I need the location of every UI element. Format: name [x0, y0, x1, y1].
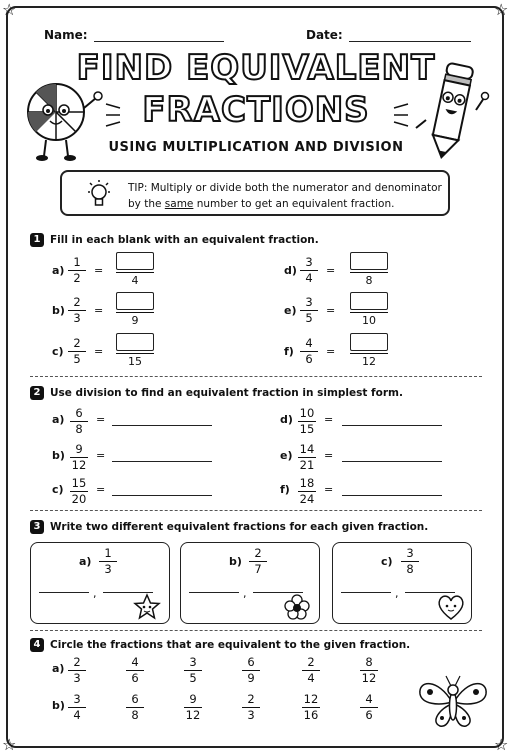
section-instruction: Write two different equivalent fractions for each given fraction. [50, 521, 429, 533]
numerator: 9 [189, 692, 197, 706]
section-number-badge: 1 [30, 233, 44, 247]
equivalent-fraction-card [332, 542, 472, 624]
given-fraction [296, 477, 318, 506]
numerator: 2 [247, 692, 255, 706]
denominator: 3 [104, 562, 112, 576]
fraction-bar [350, 312, 388, 313]
option-fraction[interactable] [300, 693, 322, 722]
denominator: 5 [305, 311, 313, 325]
fraction-bar [350, 353, 388, 354]
denominator: 15 [299, 422, 315, 436]
numerator: 2 [73, 336, 81, 350]
given-fraction [68, 407, 90, 436]
denominator: 3 [247, 708, 255, 722]
denominator: 6 [365, 708, 373, 722]
item-label: a) [52, 264, 65, 277]
numerator: 2 [73, 295, 81, 309]
given-fraction [66, 693, 88, 722]
equals-sign: = [326, 304, 336, 317]
given-fraction [399, 547, 421, 576]
tip-line-2: by the same number to get an equivalent fraction. [128, 198, 395, 210]
flower-icon [283, 593, 311, 625]
sparkle-lines-icon [390, 100, 410, 130]
denominator: 5 [73, 352, 81, 366]
denominator: 24 [299, 492, 315, 506]
name-field[interactable] [44, 28, 224, 42]
item-label: d) [284, 264, 297, 277]
item-label: c) [52, 483, 64, 496]
given-denominator: 15 [128, 355, 142, 368]
item-label: a) [52, 662, 65, 675]
answer-box[interactable] [350, 292, 388, 310]
section-4-heading [30, 638, 410, 652]
name-label: Name: [44, 28, 88, 42]
section-3-heading [30, 520, 428, 534]
denominator: 3 [73, 671, 81, 685]
given-denominator: 9 [131, 314, 139, 327]
denominator: 8 [131, 708, 139, 722]
answer-line[interactable] [189, 592, 239, 593]
star-icon [133, 593, 161, 625]
equivalent-fraction-card [30, 542, 170, 624]
fraction-bar [116, 353, 154, 354]
given-denominator: 10 [362, 314, 376, 327]
denominator: 6 [131, 671, 139, 685]
item-label: f) [284, 345, 294, 358]
numerator: 8 [365, 655, 373, 669]
answer-box[interactable] [116, 292, 154, 310]
lightbulb-icon [84, 178, 114, 210]
answer-line[interactable] [39, 592, 89, 593]
equals-sign: = [324, 449, 334, 462]
denominator: 20 [71, 492, 87, 506]
section-number-badge: 3 [30, 520, 44, 534]
numerator: 12 [303, 692, 319, 706]
corner-star-icon: ☆ [2, 0, 17, 19]
numerator: 10 [299, 406, 315, 420]
date-label: Date: [306, 28, 343, 42]
item-label: d) [280, 413, 293, 426]
answer-box[interactable] [350, 252, 388, 270]
denominator: 7 [254, 562, 262, 576]
equivalent-fraction-card [180, 542, 320, 624]
denominator: 2 [73, 271, 81, 285]
answer-line[interactable] [112, 425, 212, 426]
denominator: 12 [361, 671, 377, 685]
section-divider [30, 376, 482, 377]
given-fraction [97, 547, 119, 576]
option-fraction[interactable] [124, 656, 146, 685]
equals-sign: = [96, 449, 106, 462]
given-denominator: 12 [362, 355, 376, 368]
comma-separator: , [243, 587, 247, 600]
fraction-bar [116, 272, 154, 273]
equals-sign: = [326, 345, 336, 358]
denominator: 16 [303, 708, 319, 722]
option-fraction[interactable] [182, 656, 204, 685]
denominator: 12 [185, 708, 201, 722]
section-1-heading [30, 233, 319, 247]
given-fraction [66, 656, 88, 685]
numerator: 4 [131, 655, 139, 669]
equals-sign: = [94, 264, 104, 277]
given-fraction [296, 443, 318, 472]
fraction-bar [116, 312, 154, 313]
numerator: 6 [247, 655, 255, 669]
denominator: 8 [75, 422, 83, 436]
option-fraction[interactable] [182, 693, 204, 722]
denominator: 6 [305, 352, 313, 366]
given-fraction [68, 477, 90, 506]
numerator: 3 [305, 255, 313, 269]
section-divider [30, 510, 482, 511]
numerator: 2 [307, 655, 315, 669]
equals-sign: = [324, 483, 334, 496]
numerator: 3 [189, 655, 197, 669]
given-fraction [298, 337, 320, 366]
item-label: e) [280, 449, 293, 462]
section-instruction: Circle the fractions that are equivalent to the given fraction. [50, 639, 411, 651]
sparkle-lines-icon [104, 100, 124, 130]
denominator: 9 [247, 671, 255, 685]
pie-character-icon [18, 74, 108, 166]
given-fraction [298, 296, 320, 325]
page-subtitle: USING MULTIPLICATION AND DIVISION [108, 140, 404, 155]
tip-emphasis: same [164, 198, 194, 210]
date-field[interactable] [306, 28, 471, 42]
item-label: f) [280, 483, 290, 496]
item-label: b) [52, 449, 65, 462]
item-label: b) [229, 555, 242, 568]
answer-line[interactable] [112, 461, 212, 462]
tip-text [128, 180, 448, 212]
answer-box[interactable] [350, 333, 388, 351]
heart-icon [435, 593, 467, 625]
denominator: 12 [71, 458, 87, 472]
equals-sign: = [94, 304, 104, 317]
section-number-badge: 4 [30, 638, 44, 652]
numerator: 3 [406, 546, 414, 560]
section-number-badge: 2 [30, 386, 44, 400]
option-fraction[interactable] [300, 656, 322, 685]
numerator: 1 [73, 255, 81, 269]
answer-line[interactable] [342, 425, 442, 426]
corner-star-icon: ☆ [494, 735, 509, 754]
section-divider [30, 630, 482, 631]
numerator: 2 [73, 655, 81, 669]
item-label: c) [381, 555, 393, 568]
given-fraction [66, 337, 88, 366]
item-label: a) [52, 413, 65, 426]
option-fraction[interactable] [240, 693, 262, 722]
item-label: b) [52, 304, 65, 317]
denominator: 4 [305, 271, 313, 285]
given-fraction [296, 407, 318, 436]
given-fraction [68, 443, 90, 472]
option-fraction[interactable] [124, 693, 146, 722]
item-label: a) [79, 555, 92, 568]
tip-box [60, 170, 450, 216]
given-fraction [247, 547, 269, 576]
denominator: 21 [299, 458, 315, 472]
option-fraction[interactable] [240, 656, 262, 685]
section-2-heading [30, 386, 403, 400]
answer-line[interactable] [341, 592, 391, 593]
corner-star-icon: ☆ [2, 735, 17, 754]
item-label: b) [52, 699, 65, 712]
answer-box[interactable] [116, 252, 154, 270]
numerator: 18 [299, 476, 315, 490]
denominator: 3 [73, 311, 81, 325]
fraction-bar [350, 272, 388, 273]
pencil-character-icon [410, 58, 490, 166]
numerator: 3 [73, 692, 81, 706]
page-title: FIND EQUIVALENT [76, 48, 436, 88]
equals-sign: = [96, 483, 106, 496]
answer-line[interactable] [112, 495, 212, 496]
given-fraction [66, 256, 88, 285]
numerator: 15 [71, 476, 87, 490]
answer-line[interactable] [342, 461, 442, 462]
section-instruction: Use division to find an equivalent fraction in simplest form. [50, 387, 403, 399]
equals-sign: = [96, 413, 106, 426]
given-fraction [66, 296, 88, 325]
item-label: e) [284, 304, 297, 317]
numerator: 9 [75, 442, 83, 456]
page-title-line2: FRACTIONS [142, 90, 370, 130]
butterfly-icon [412, 672, 494, 732]
denominator: 4 [307, 671, 315, 685]
numerator: 14 [299, 442, 315, 456]
numerator: 6 [75, 406, 83, 420]
corner-star-icon: ☆ [494, 0, 509, 19]
section-instruction: Fill in each blank with an equivalent fraction. [50, 234, 319, 246]
equals-sign: = [324, 413, 334, 426]
denominator: 8 [406, 562, 414, 576]
numerator: 1 [104, 546, 112, 560]
answer-line[interactable] [342, 495, 442, 496]
option-fraction[interactable] [358, 656, 380, 685]
denominator: 4 [73, 708, 81, 722]
numerator: 3 [305, 295, 313, 309]
tip-line-1: TIP: Multiply or divide both the numerator and denominator [128, 182, 442, 194]
equals-sign: = [94, 345, 104, 358]
option-fraction[interactable] [358, 693, 380, 722]
given-fraction [298, 256, 320, 285]
numerator: 2 [254, 546, 262, 560]
numerator: 4 [305, 336, 313, 350]
comma-separator: , [93, 587, 97, 600]
item-label: c) [52, 345, 64, 358]
given-denominator: 8 [365, 274, 373, 287]
numerator: 4 [365, 692, 373, 706]
denominator: 5 [189, 671, 197, 685]
numerator: 6 [131, 692, 139, 706]
given-denominator: 4 [131, 274, 139, 287]
comma-separator: , [395, 587, 399, 600]
equals-sign: = [326, 264, 336, 277]
answer-box[interactable] [116, 333, 154, 351]
